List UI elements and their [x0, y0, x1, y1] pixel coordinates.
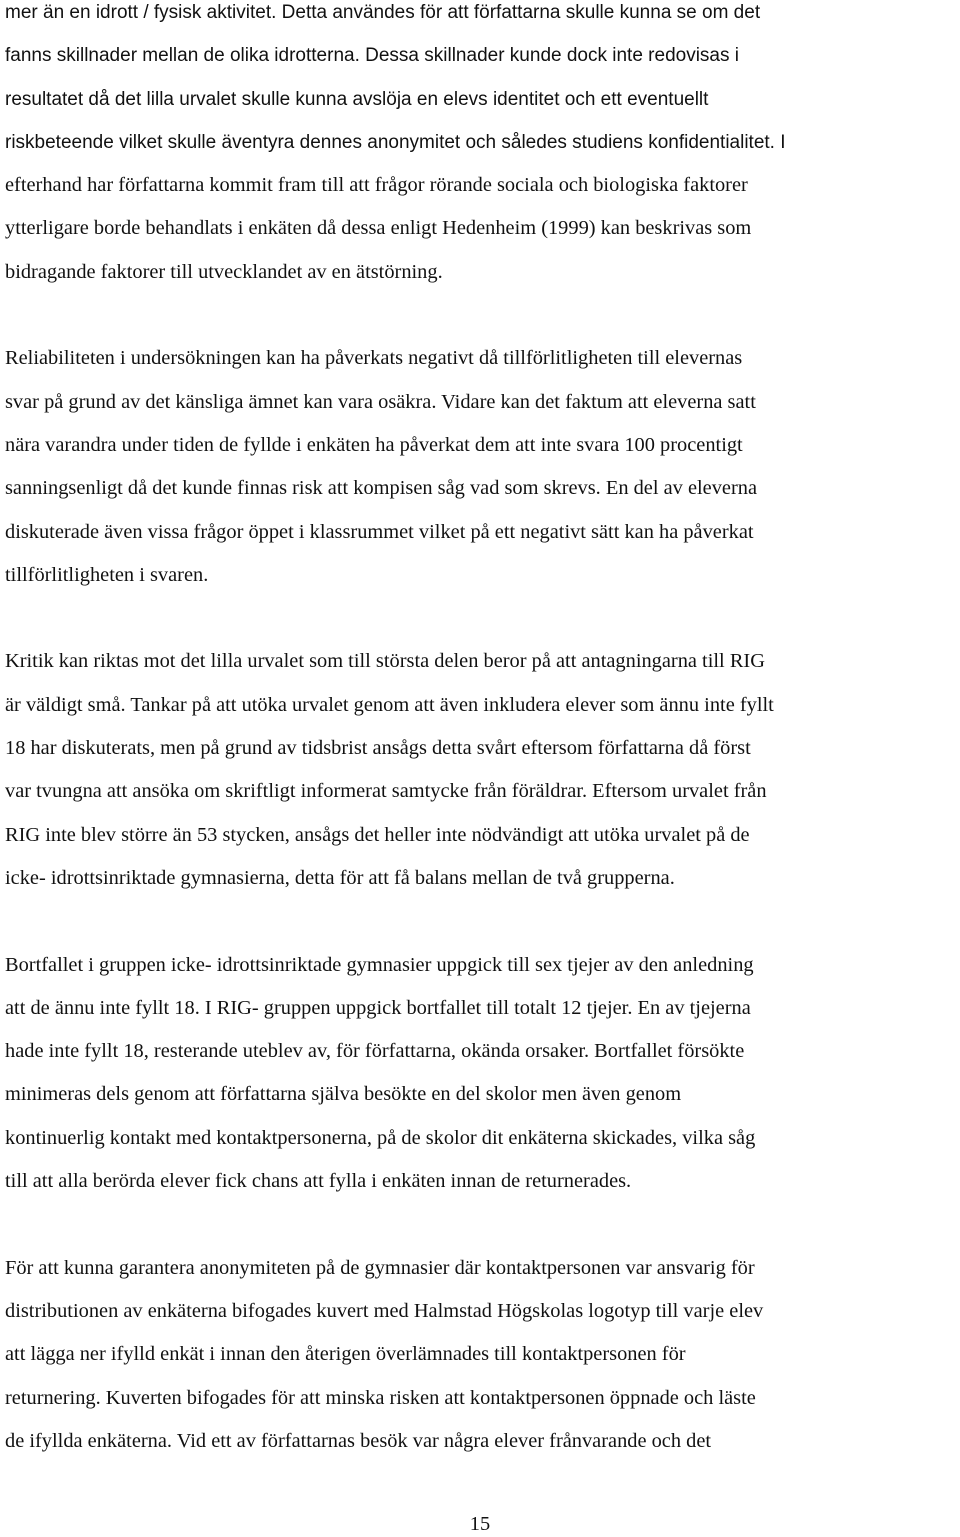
text-line: minimeras dels genom att författarna själva besökte en del skolor men även genom	[5, 1083, 682, 1106]
paragraph-gap	[5, 294, 960, 337]
text-line: diskuterade även vissa frågor öppet i klassrummet vilket på ett negativt sätt kan ha påverkat	[5, 520, 754, 543]
paragraph-4	[5, 944, 960, 1204]
paragraph-2	[5, 337, 960, 597]
text-line: att de ännu inte fyllt 18. I RIG- gruppen uppgick bortfallet till totalt 12 tjejer. En av tjejerna	[5, 996, 751, 1019]
page-number: 15	[469, 1513, 491, 1535]
text-line: nära varandra under tiden de fyllde i enkäten ha påverkat dem att inte svara 100 procentigt	[5, 433, 743, 456]
paragraph-3	[5, 640, 960, 900]
paragraph-gap	[5, 900, 960, 943]
text-line: bidragande faktorer till utvecklandet av en ätstörning.	[5, 260, 443, 283]
text-line: mer än en idrott / fysisk aktivitet. Detta användes för att författarna skulle kunna se om det	[5, 2, 761, 23]
text-line: hade inte fyllt 18, resterande uteblev av, för författarna, okända orsaker. Bortfallet försökte	[5, 1040, 745, 1063]
text-line: 18 har diskuterats, men på grund av tidsbrist ansågs detta svårt eftersom författarna då först	[5, 737, 751, 760]
text-line: att lägga ner ifylld enkät i innan den återigen överlämnades till kontaktpersonen för	[5, 1343, 686, 1366]
text-line: tillförlitligheten i svaren.	[5, 563, 209, 586]
text-line: fanns skillnader mellan de olika idrotterna. Dessa skillnader kunde dock inte redovisas i	[5, 45, 739, 67]
text-line: Kritik kan riktas mot det lilla urvalet som till största delen beror på att antagningarna till RIG	[5, 650, 765, 673]
text-line: distributionen av enkäterna bifogades kuvert med Halmstad Högskolas logotyp till varje elev	[5, 1299, 764, 1322]
text-line: ytterligare borde behandlats i enkäten då dessa enligt Hedenheim (1999) kan beskrivas som	[5, 217, 752, 240]
text-line: Bortfallet i gruppen icke- idrottsinriktade gymnasier uppgick till sex tjejer av den anledning	[5, 953, 754, 976]
document-page	[5, 0, 960, 1463]
text-line: de ifyllda enkäterna. Vid ett av författarnas besök var några elever frånvarande och det	[5, 1429, 712, 1452]
text-line: till att alla berörda elever fick chans att fylla i enkäten innan de returnerades.	[5, 1170, 632, 1193]
text-line: riskbeteende vilket skulle äventyra dennes anonymitet och således studiens konfidentialitet. I	[5, 131, 786, 153]
text-line: svar på grund av det känsliga ämnet kan vara osäkra. Vidare kan det faktum att eleverna satt	[5, 390, 756, 413]
text-line: Reliabiliteten i undersökningen kan ha påverkats negativt då tillförlitligheten till elevernas	[5, 347, 743, 370]
paragraph-5	[5, 1247, 960, 1463]
text-line: RIG inte blev större än 53 stycken, ansågs det heller inte nödvändigt att utöka urvalet på de	[5, 823, 750, 846]
text-line: För att kunna garantera anonymiteten på de gymnasier där kontaktpersonen var ansvarig för	[5, 1256, 755, 1279]
text-line: var tvungna att ansöka om skriftligt informerat samtycke från föräldrar. Eftersom urvalet från	[5, 780, 767, 803]
text-line: icke- idrottsinriktade gymnasierna, detta för att få balans mellan de två grupperna.	[5, 866, 675, 889]
text-line: resultatet då det lilla urvalet skulle kunna avslöja en elevs identitet och ett eventuellt	[5, 88, 709, 110]
text-line: efterhand har författarna kommit fram till att frågor rörande sociala och biologiska faktorer	[5, 174, 748, 197]
paragraph-gap	[5, 1203, 960, 1246]
text-line: är väldigt små. Tankar på att utöka urvalet genom att även inkludera elever som ännu inte fyllt	[5, 693, 774, 716]
text-line: returnering. Kuverten bifogades för att minska risken att kontaktpersonen öppnade och läste	[5, 1386, 756, 1409]
paragraph-1	[5, 0, 960, 294]
paragraph-gap	[5, 597, 960, 640]
text-line: sanningsenligt då det kunde finnas risk att kompisen såg vad som skrevs. En del av eleverna	[5, 477, 758, 500]
text-line: kontinuerlig kontakt med kontaktpersonerna, på de skolor dit enkäterna skickades, vilka såg	[5, 1126, 756, 1149]
